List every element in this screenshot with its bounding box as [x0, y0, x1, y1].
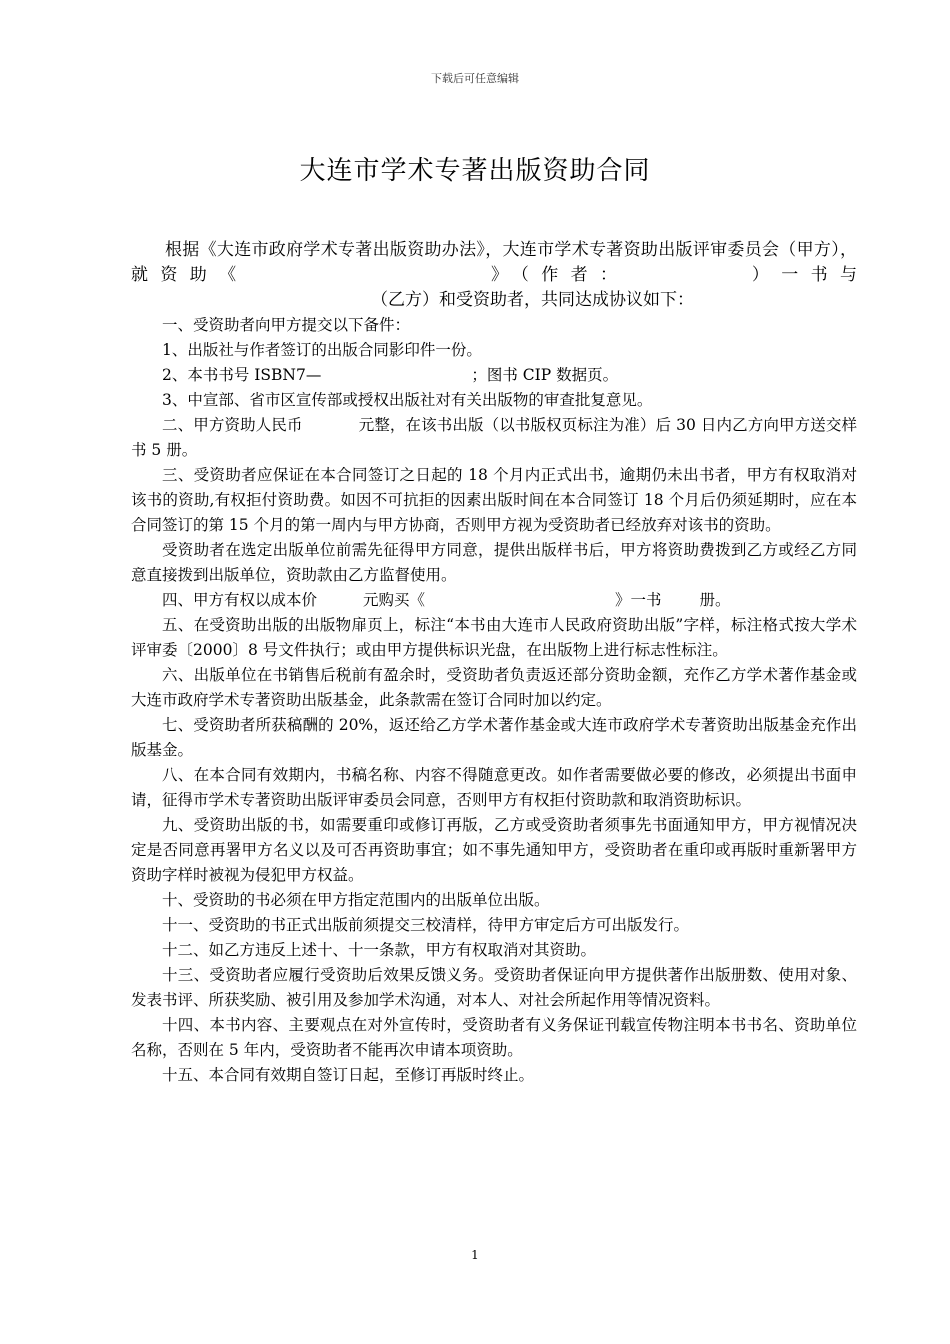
clause-14: 十四、本书内容、主要观点在对外宣传时，受资助者有义务保证刊载宣传物注明本书书名、资助单位名称，否则在 5 年内，受资助者不能再次申请本项资助。	[131, 1016, 857, 1059]
clause-7: 七、受资助者所获稿酬的 20%，返还给乙方学术著作基金或大连市政府学术专著资助出版基金充作出版基金。	[131, 716, 857, 759]
clause-1-1: 1、出版社与作者签订的出版合同影印件一份。	[162, 341, 482, 359]
clause-10: 十、受资助的书必须在甲方指定范围内的出版单位出版。	[162, 891, 550, 909]
clause-13: 十三、受资助者应履行受资助后效果反馈义务。受资助者保证向甲方提供著作出版册数、使用对象、发表书评、所获奖励、被引用及参加学术沟通，对本人、对社会所起作用等情况资料。	[131, 966, 857, 1009]
clause-5: 五、在受资助出版的出版物扉页上，标注“本书由大连市人民政府资助出版”字样，标注格式按大学术评审委〔2000〕8 号文件执行；或由甲方提供标识光盘，在出版物上进行标志性标注。	[131, 616, 857, 659]
clause-2-text-b: 元整，在该书出版（以书版权页标注为准）后 30 日内乙方向甲方送交样书 5 册。	[131, 416, 857, 459]
clause-1: 一、受资助者向甲方提交以下备件：	[162, 316, 411, 334]
intro-text-b: 》（作者：	[478, 265, 630, 285]
isbn-label: 2、本书书号 ISBN7—	[162, 366, 322, 384]
contract-body	[131, 238, 857, 1088]
clause-2-text-a: 二、甲方资助人民币	[162, 416, 303, 434]
clause-4-text-b: 元购买《	[363, 591, 426, 609]
clause-4	[131, 588, 857, 613]
intro-paragraph	[131, 238, 857, 313]
clause-1-2	[131, 363, 857, 388]
clause-1-3: 3、中宣部、省市区宣传部或授权出版社对有关出版物的审查批复意见。	[162, 391, 653, 409]
clause-9: 九、受资助出版的书，如需要重印或修订再版，乙方或受资助者须事先书面通知甲方，甲方视情况决定是否同意再署甲方名义以及可否再资助事宜；如不事先通知甲方，受资助者在重印或再版时重新署甲方资助字样时被视为侵犯甲方权益。	[131, 816, 857, 884]
clause-6: 六、出版单位在书销售后税前有盈余时，受资助者负责返还部分资助金额，充作乙方学术著作基金或大连市政府学术专著资助出版基金，此条款需在签订合同时加以约定。	[131, 666, 857, 709]
clause-4-text-c: 》一书	[615, 591, 662, 609]
document-title: 大连市学术专著出版资助合同	[299, 156, 651, 186]
clause-3: 三、受资助者应保证在本合同签订之日起的 18 个月内正式出书，逾期仍未出书者，甲方有权取消对该书的资助,有权拒付资助费。如因不可抗拒的因素出版时间在本合同签订 18 个月后仍须延期时，应在本合同签订的第 15 个月的第一周内与甲方协商，否则甲方视为受资助者已经放弃对该书的资助。	[131, 466, 857, 534]
cip-text: ；图书 CIP 数据页。	[471, 366, 619, 384]
clause-3-supplement: 受资助者在选定出版单位前需先征得甲方同意，提供出版样书后，甲方将资助费拨到乙方或经乙方同意直接拨到出版单位，资助款由乙方监督使用。	[131, 541, 857, 584]
clause-8: 八、在本合同有效期内，书稿名称、内容不得随意更改。如作者需要做必要的修改，必须提出书面申请，征得市学术专著资助出版评审委员会同意，否则甲方有权拒付资助款和取消资助标识。	[131, 766, 857, 809]
intro-text-d: （乙方）和受资助者，共同达成协议如下：	[371, 290, 694, 310]
clause-2	[131, 413, 857, 463]
clause-15: 十五、本合同有效期自签订日起，至修订再版时终止。	[162, 1066, 535, 1084]
page-number: 1	[471, 1248, 479, 1262]
page-header: 下载后可任意编辑	[431, 72, 519, 85]
clause-4-text-d: 册。	[699, 591, 731, 609]
clause-11: 十一、受资助的书正式出版前须提交三校清样，待甲方审定后方可出版发行。	[162, 916, 690, 934]
clause-4-text-a: 四、甲方有权以成本价	[162, 591, 318, 609]
clause-12: 十二、如乙方违反上述十、十一条款，甲方有权取消对其资助。	[162, 941, 597, 959]
intro-text-a: 根据《大连市政府学术专著出版资助办法》，大连市学术专著资助出版评审委员会（甲方），就资助《	[131, 240, 857, 285]
intro-text-c: ）一书与	[739, 265, 858, 285]
